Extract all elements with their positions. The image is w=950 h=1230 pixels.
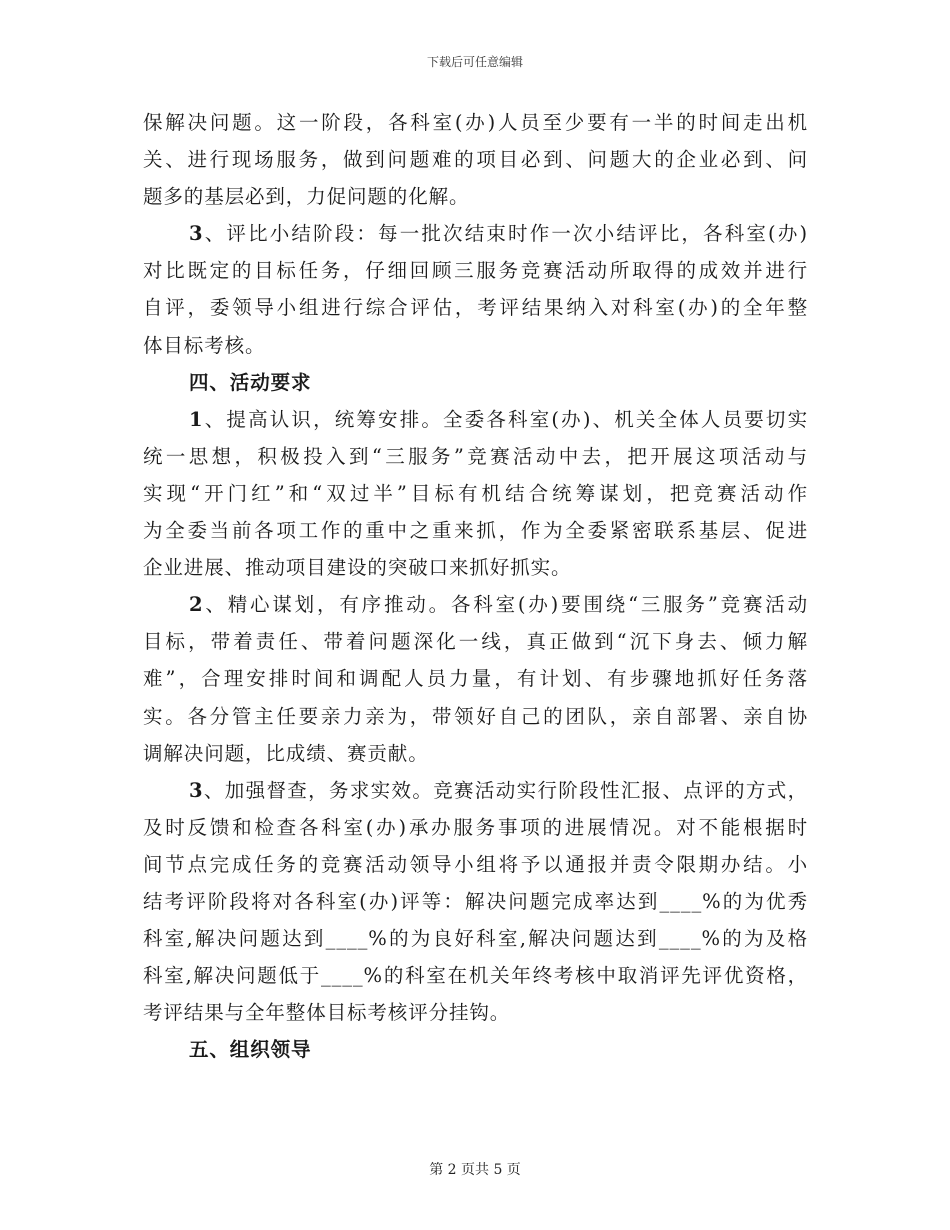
- text-line: 关、进行现场服务，做到问题难的项目必到、问题大的企业必到、问: [143, 148, 808, 172]
- paragraph: [143, 586, 808, 771]
- text-line: 难”，合理安排时间和调配人员力量，有计划、有步骤地抓好任务落: [143, 667, 808, 691]
- text-line: 结考评阶段将对各科室(办)评等：解决问题完成率达到____%的为优秀: [143, 889, 808, 913]
- item-number: 3: [189, 778, 204, 802]
- section-heading: 五、组织领导: [189, 1038, 312, 1062]
- paragraph: [143, 401, 808, 586]
- item-number: 3: [189, 222, 204, 246]
- text-line: 调解决问题，比成绩、赛贡献。: [143, 741, 429, 765]
- item-number: 2: [189, 593, 204, 617]
- text-line: 3、评比小结阶段：每一批次结束时作一次小结评比，各科室(办): [189, 222, 808, 246]
- text-line: 企业进展、推动项目建设的突破口来抓好抓实。: [143, 556, 572, 580]
- text-line: 实。各分管主任要亲力亲为，带领好自己的团队，亲自部署、亲自协: [143, 704, 808, 728]
- section-heading: 四、活动要求: [189, 370, 312, 394]
- text-line: 体目标考核。: [143, 333, 266, 357]
- page-header: 下载后可任意编辑: [426, 55, 523, 69]
- text-line: 统一思想，积极投入到“三服务”竞赛活动中去，把开展这项活动与: [143, 444, 808, 468]
- paragraph: [143, 104, 808, 215]
- document-body: [143, 104, 808, 1068]
- text-line: 目标，带着责任、带着问题深化一线，真正做到“沉下身去、倾力解: [143, 630, 808, 654]
- text-line: 间节点完成任务的竞赛活动领导小组将予以通报并责令限期办结。小: [143, 852, 808, 876]
- text-line: 及时反馈和检查各科室(办)承办服务事项的进展情况。对不能根据时: [143, 815, 808, 839]
- text-line: 为全委当前各项工作的重中之重来抓，作为全委紧密联系基层、促进: [143, 519, 808, 543]
- text-line: 自评，委领导小组进行综合评估，考评结果纳入对科室(办)的全年整: [143, 296, 808, 320]
- text-line: 1、提高认识，统筹安排。全委各科室(办)、机关全体人员要切实: [189, 407, 808, 431]
- text-line: 保解决问题。这一阶段，各科室(办)人员至少要有一半的时间走出机: [143, 111, 808, 134]
- item-number: 1: [189, 407, 204, 431]
- page-footer: 第 2 页共 5 页: [429, 1162, 521, 1178]
- text-line: 3、加强督查，务求实效。竞赛活动实行阶段性汇报、点评的方式，: [189, 778, 808, 802]
- paragraph: [143, 215, 808, 363]
- text-line: 2、精心谋划，有序推动。各科室(办)要围绕“三服务”竞赛活动: [189, 593, 808, 617]
- text-line: 科室,解决问题达到____%的为良好科室,解决问题达到____%的为及格: [143, 927, 808, 951]
- paragraph: [143, 772, 808, 1032]
- text-line: 对比既定的目标任务，仔细回顾三服务竞赛活动所取得的成效并进行: [143, 259, 808, 283]
- text-line: 题多的基层必到，力促问题的化解。: [143, 185, 470, 209]
- text-line: 实现“开门红”和“双过半”目标有机结合统筹谋划，把竞赛活动作: [143, 481, 808, 505]
- text-line: 考评结果与全年整体目标考核评分挂钩。: [143, 1001, 511, 1025]
- text-line: 科室,解决问题低于____%的科室在机关年终考核中取消评先评优资格，: [143, 964, 808, 988]
